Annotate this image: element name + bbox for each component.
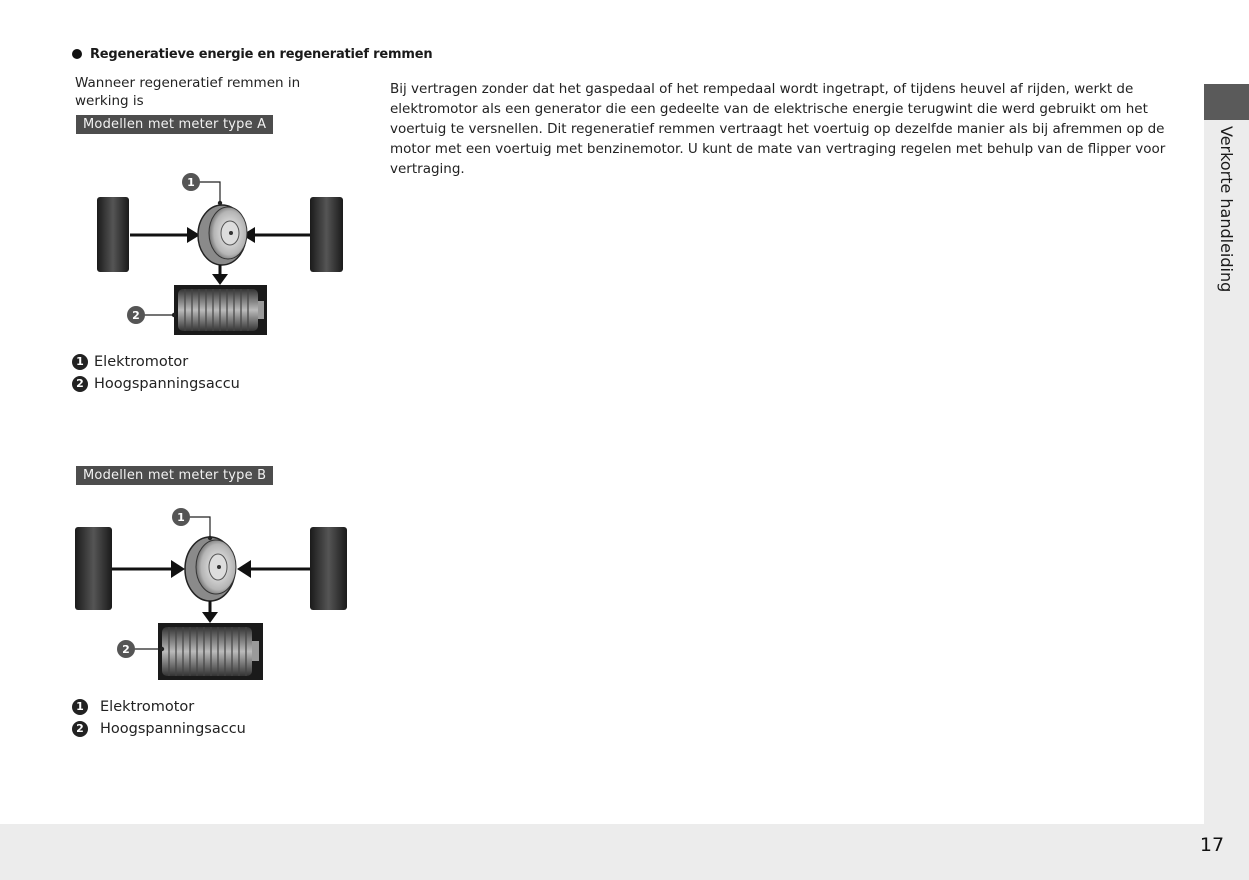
legend-item (72, 696, 246, 718)
legend-text: Hoogspanningsaccu (94, 376, 240, 392)
regen-diagram-a (90, 165, 360, 340)
callout-1-label: 1 (187, 176, 195, 189)
electric-motor-icon (185, 537, 236, 601)
callout-2-label: 2 (132, 309, 140, 322)
legend-text: Elektromotor (94, 354, 189, 370)
page-number: 17 (1199, 834, 1225, 856)
condition-text: Wanneer regeneratief remmen in werking is (75, 75, 301, 109)
wheel-left (75, 527, 112, 610)
wheel-right (310, 197, 343, 272)
legend-item (72, 373, 240, 395)
legend-item (72, 351, 240, 373)
footer-band (0, 824, 1249, 880)
chapter-tab[interactable] (1204, 84, 1249, 120)
legend-b (72, 696, 246, 740)
legend-num: 1 (72, 354, 88, 370)
regen-diagram-b (70, 500, 355, 685)
model-label-a: Modellen met meter type A (76, 115, 273, 134)
callout-2-label: 2 (122, 643, 130, 656)
electric-motor-icon (198, 205, 247, 265)
legend-num: 2 (72, 376, 88, 392)
legend-text: Hoogspanningsaccu (100, 721, 246, 737)
callout-1-label: 1 (177, 511, 185, 524)
legend-num: 2 (72, 721, 88, 737)
wheel-right (310, 527, 347, 610)
legend-text: Elektromotor (100, 699, 195, 715)
wheel-left (97, 197, 129, 272)
legend-a (72, 351, 240, 395)
legend-item (72, 718, 246, 740)
bullet-icon (72, 49, 82, 59)
battery-icon (158, 623, 263, 680)
body-paragraph: Bij vertragen zonder dat het gaspedaal of het rempedaal wordt ingetrapt, of tijdens heuvel af rijden, werkt de elektromotor als een generator die een gedeelte van de elektrische energie terugwint die werd gebruikt om het voertuig te versnellen. Dit regeneratief remmen vertraagt het voertuig op dezelfde manier als bij afremmen op de motor met een voertuig met benzinemotor. U kunt de mate van vertraging regelen met behulp van de flipper voor vertraging. (390, 81, 1166, 177)
section-heading (72, 47, 432, 62)
legend-num: 1 (72, 699, 88, 715)
section-heading-text: Regeneratieve energie en regeneratief remmen (90, 47, 433, 62)
chapter-label: Verkorte handleiding (1217, 126, 1236, 293)
battery-icon (174, 285, 267, 335)
model-label-b: Modellen met meter type B (76, 466, 273, 485)
